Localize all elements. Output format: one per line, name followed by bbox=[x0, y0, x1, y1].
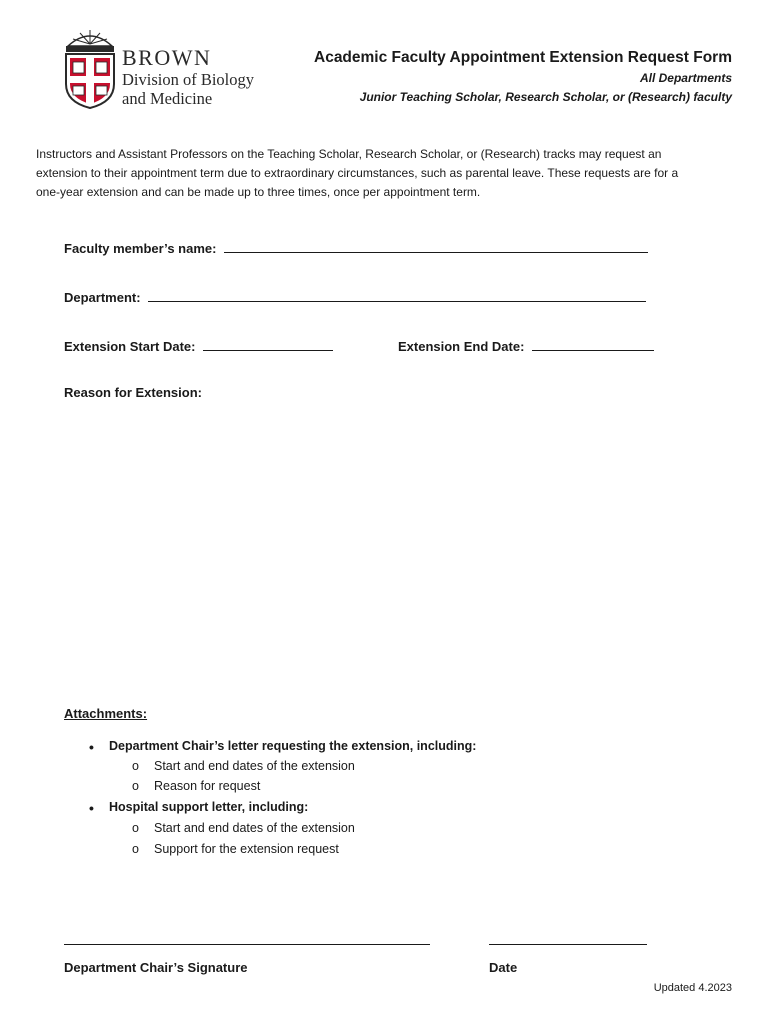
updated-note: Updated 4.2023 bbox=[653, 982, 732, 994]
attachment-item: • Hospital support letter, including: bbox=[109, 800, 308, 814]
reason-label: Reason for Extension: bbox=[64, 385, 202, 400]
attachment-subitem bbox=[132, 842, 339, 856]
department-label: Department: bbox=[64, 290, 141, 305]
intro-paragraph bbox=[36, 145, 736, 202]
attachments-title: Attachments: bbox=[64, 706, 148, 721]
faculty-name-label: Faculty member’s name: bbox=[64, 241, 217, 256]
reason-field[interactable] bbox=[64, 408, 704, 688]
date-field[interactable] bbox=[489, 944, 647, 945]
chair-signature-field[interactable] bbox=[64, 944, 430, 945]
form-subtitle-tracks: Junior Teaching Scholar, Research Scholar, or (Research) faculty bbox=[359, 90, 732, 104]
department-row bbox=[64, 289, 646, 305]
intro-line: extension to their appointment term due to extraordinary circumstances, such as parental leave. These requests are for a bbox=[36, 166, 679, 180]
department-field[interactable] bbox=[148, 289, 646, 302]
attachment-subitem-text: Start and end dates of the extension bbox=[154, 759, 355, 773]
intro-line: one-year extension and can be made up to three times, once per appointment term. bbox=[36, 185, 481, 199]
bullet-marker: o bbox=[132, 821, 139, 835]
end-date-row bbox=[398, 338, 654, 354]
bullet-marker: o bbox=[132, 842, 139, 856]
attachment-item: • Department Chair’s letter requesting the extension, including: bbox=[109, 739, 476, 753]
faculty-name-field[interactable] bbox=[224, 240, 648, 253]
attachment-subitem-text: Reason for request bbox=[154, 779, 261, 793]
brand-division-line2: and Medicine bbox=[122, 89, 213, 108]
faculty-name-row bbox=[64, 240, 648, 256]
bullet-marker: o bbox=[132, 759, 139, 773]
end-date-label: Extension End Date: bbox=[398, 339, 525, 354]
chair-signature-label: Department Chair’s Signature bbox=[64, 960, 248, 975]
attachment-subitem bbox=[132, 821, 355, 835]
attachment-subitem-text: Support for the extension request bbox=[154, 842, 339, 856]
form-subtitle-departments: All Departments bbox=[639, 71, 732, 85]
end-date-field[interactable] bbox=[532, 338, 654, 351]
start-date-field[interactable] bbox=[203, 338, 333, 351]
brown-logo bbox=[62, 24, 272, 110]
brand-text bbox=[122, 46, 254, 108]
start-date-label: Extension Start Date: bbox=[64, 339, 196, 354]
attachment-subitem bbox=[132, 779, 261, 793]
brand-division-line1: Division of Biology bbox=[122, 70, 255, 89]
bullet-marker: o bbox=[132, 779, 139, 793]
brown-university-crest-icon bbox=[62, 24, 118, 110]
start-date-row bbox=[64, 338, 333, 354]
attachment-subitem-text: Start and end dates of the extension bbox=[154, 821, 355, 835]
intro-line: Instructors and Assistant Professors on the Teaching Scholar, Research Scholar, or (Research) tracks may request an bbox=[36, 147, 662, 161]
attachment-subitem bbox=[132, 759, 355, 773]
form-title: Academic Faculty Appointment Extension Request Form bbox=[314, 49, 732, 66]
brand-name: BROWN bbox=[122, 45, 212, 70]
date-label: Date bbox=[489, 960, 518, 975]
